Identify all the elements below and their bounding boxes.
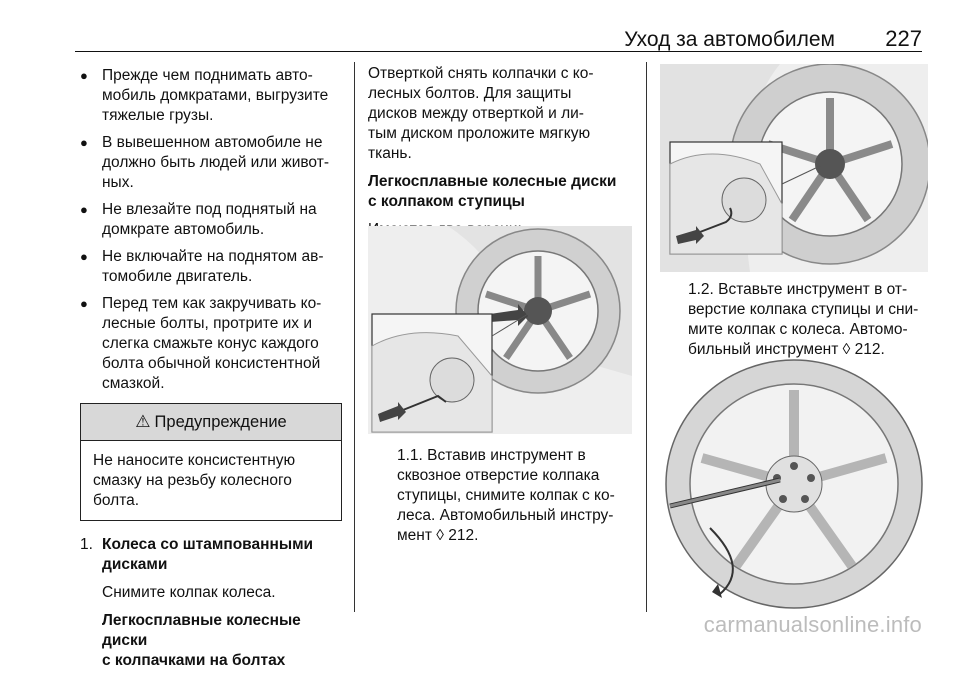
safety-bullet-list bbox=[80, 66, 342, 394]
figure-caption-2: 1.2. Вставьте инструмент в от- верстие колпака ступицы и сни- мите колпак с колеса. Автомо- бильный инструмент ◊ 212. bbox=[688, 281, 919, 358]
watermark: carmanualsonline.info bbox=[703, 612, 922, 637]
page-number: 227 bbox=[885, 26, 922, 51]
wheel-hubcap-illustration-2 bbox=[660, 64, 928, 272]
column-divider-2 bbox=[646, 62, 647, 612]
warning-box bbox=[80, 403, 342, 521]
body-text: Отверткой снять колпачки с ко- лесных болтов. Для защиты дисков между отверткой и ли- тым диском проложите мягкую ткань. bbox=[368, 65, 594, 162]
bullet-item: ● Не влезайте под поднятый на домкрате автомобиль. bbox=[80, 200, 342, 240]
alloy-wheel-tool-illustration bbox=[660, 358, 928, 610]
column-divider-1 bbox=[354, 62, 355, 612]
bullet-item: ● Не включайте на поднятом ав- томобиле двигатель. bbox=[80, 247, 342, 287]
step-subheading: Легкосплавные колесные диски с колпачками на болтах bbox=[102, 612, 301, 669]
column-1 bbox=[80, 66, 342, 679]
warning-triangle-icon: ⚠ bbox=[135, 412, 151, 431]
step-heading: Колеса со штампованными дисками bbox=[102, 536, 314, 573]
section-title: Уход за автомобилем bbox=[624, 28, 835, 51]
wheel-hubcap-illustration-1 bbox=[368, 226, 632, 434]
header-rule bbox=[75, 51, 922, 52]
bullet-item: ● В вывешенном автомобиле не должно быть людей или живот- ных. bbox=[80, 133, 342, 193]
warning-title: Предупреждение bbox=[154, 413, 287, 431]
bullet-item: ● Перед тем как закручивать ко- лесные болты, протрите их и слегка смажьте конус каждого болта обычной консистентной смазкой. bbox=[80, 294, 342, 394]
step-text: Снимите колпак колеса. bbox=[102, 584, 276, 601]
bullet-item: ● Прежде чем поднимать авто- мобиль домкратами, выгрузите тяжелые грузы. bbox=[80, 66, 342, 126]
column-2 bbox=[368, 64, 638, 248]
step-number: 1. bbox=[80, 536, 93, 553]
step-1 bbox=[80, 535, 342, 671]
section-heading: Легкосплавные колесные диски с колпаком ступицы bbox=[368, 173, 617, 210]
figure-caption-1: 1.1. Вставив инструмент в сквозное отверстие колпака ступицы, снимите колпак с ко- леса. Автомобильный инстру- мент ◊ 212. bbox=[397, 447, 615, 544]
page-header bbox=[0, 22, 960, 62]
warning-header bbox=[81, 404, 341, 441]
warning-text: Не наносите консистентную смазку на резьбу колесного болта. bbox=[93, 452, 296, 509]
